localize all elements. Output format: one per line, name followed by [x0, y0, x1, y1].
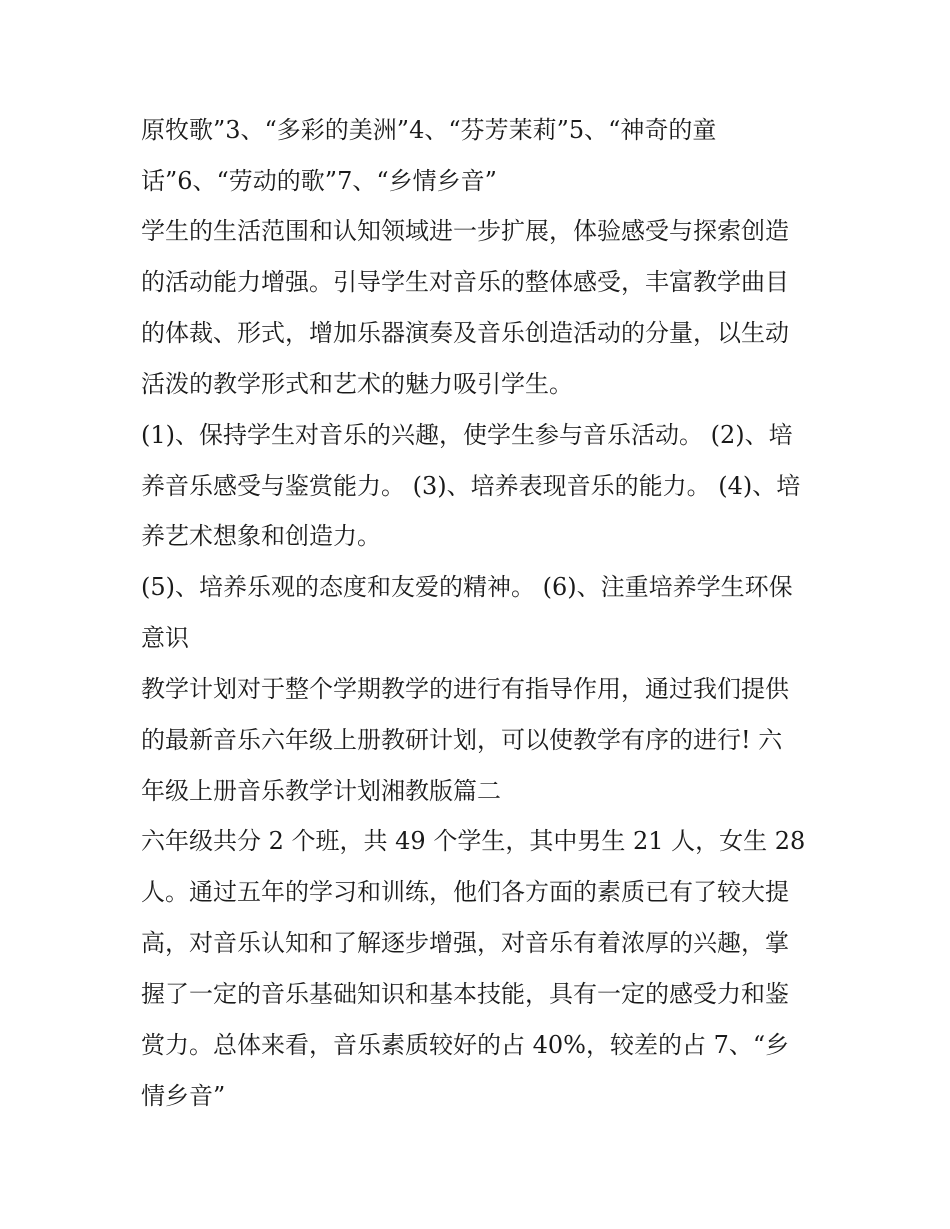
- text-line: 六年级共分 2 个班，共 49 个学生，其中男生 21 人，女生 28: [141, 827, 806, 855]
- text-line: 意识: [141, 624, 189, 652]
- text-line: 原牧歌”3、“多彩的美洲”4、“芬芳茉莉”5、“神奇的童: [141, 116, 717, 144]
- text-line: 年级上册音乐教学计划湘教版篇二: [141, 777, 501, 805]
- text-line: 养艺术想象和创造力。: [141, 522, 381, 550]
- text-line: 握了一定的音乐基础知识和基本技能，具有一定的感受力和鉴: [141, 980, 789, 1008]
- text-line: (5)、培养乐观的态度和友爱的精神。 (6)、注重培养学生环保: [141, 573, 793, 601]
- text-line: 话”6、“劳动的歌”7、“乡情乡音”: [141, 167, 497, 195]
- text-line: 人。通过五年的学习和训练，他们各方面的素质已有了较大提: [141, 878, 789, 906]
- text-line: 学生的生活范围和认知领域进一步扩展，体验感受与探索创造: [141, 217, 789, 245]
- text-line: 情乡音”: [141, 1082, 226, 1110]
- text-line: 的体裁、形式，增加乐器演奏及音乐创造活动的分量，以生动: [141, 319, 789, 347]
- text-line: (1)、保持学生对音乐的兴趣，使学生参与音乐活动。 (2)、培: [141, 421, 793, 449]
- text-line: 活泼的教学形式和艺术的魅力吸引学生。: [141, 370, 573, 398]
- text-line: 的活动能力增强。引导学生对音乐的整体感受，丰富教学曲目: [141, 268, 789, 296]
- text-line: 赏力。总体来看，音乐素质较好的占 40%，较差的占 7、“乡: [141, 1031, 790, 1059]
- text-line: 教学计划对于整个学期教学的进行有指导作用，通过我们提供: [141, 675, 789, 703]
- text-line: 养音乐感受与鉴赏能力。 (3)、培养表现音乐的能力。 (4)、培: [141, 472, 801, 500]
- text-line: 的最新音乐六年级上册教研计划，可以使教学有序的进行! 六: [141, 726, 783, 754]
- text-line: 高，对音乐认知和了解逐步增强，对音乐有着浓厚的兴趣，掌: [141, 929, 789, 957]
